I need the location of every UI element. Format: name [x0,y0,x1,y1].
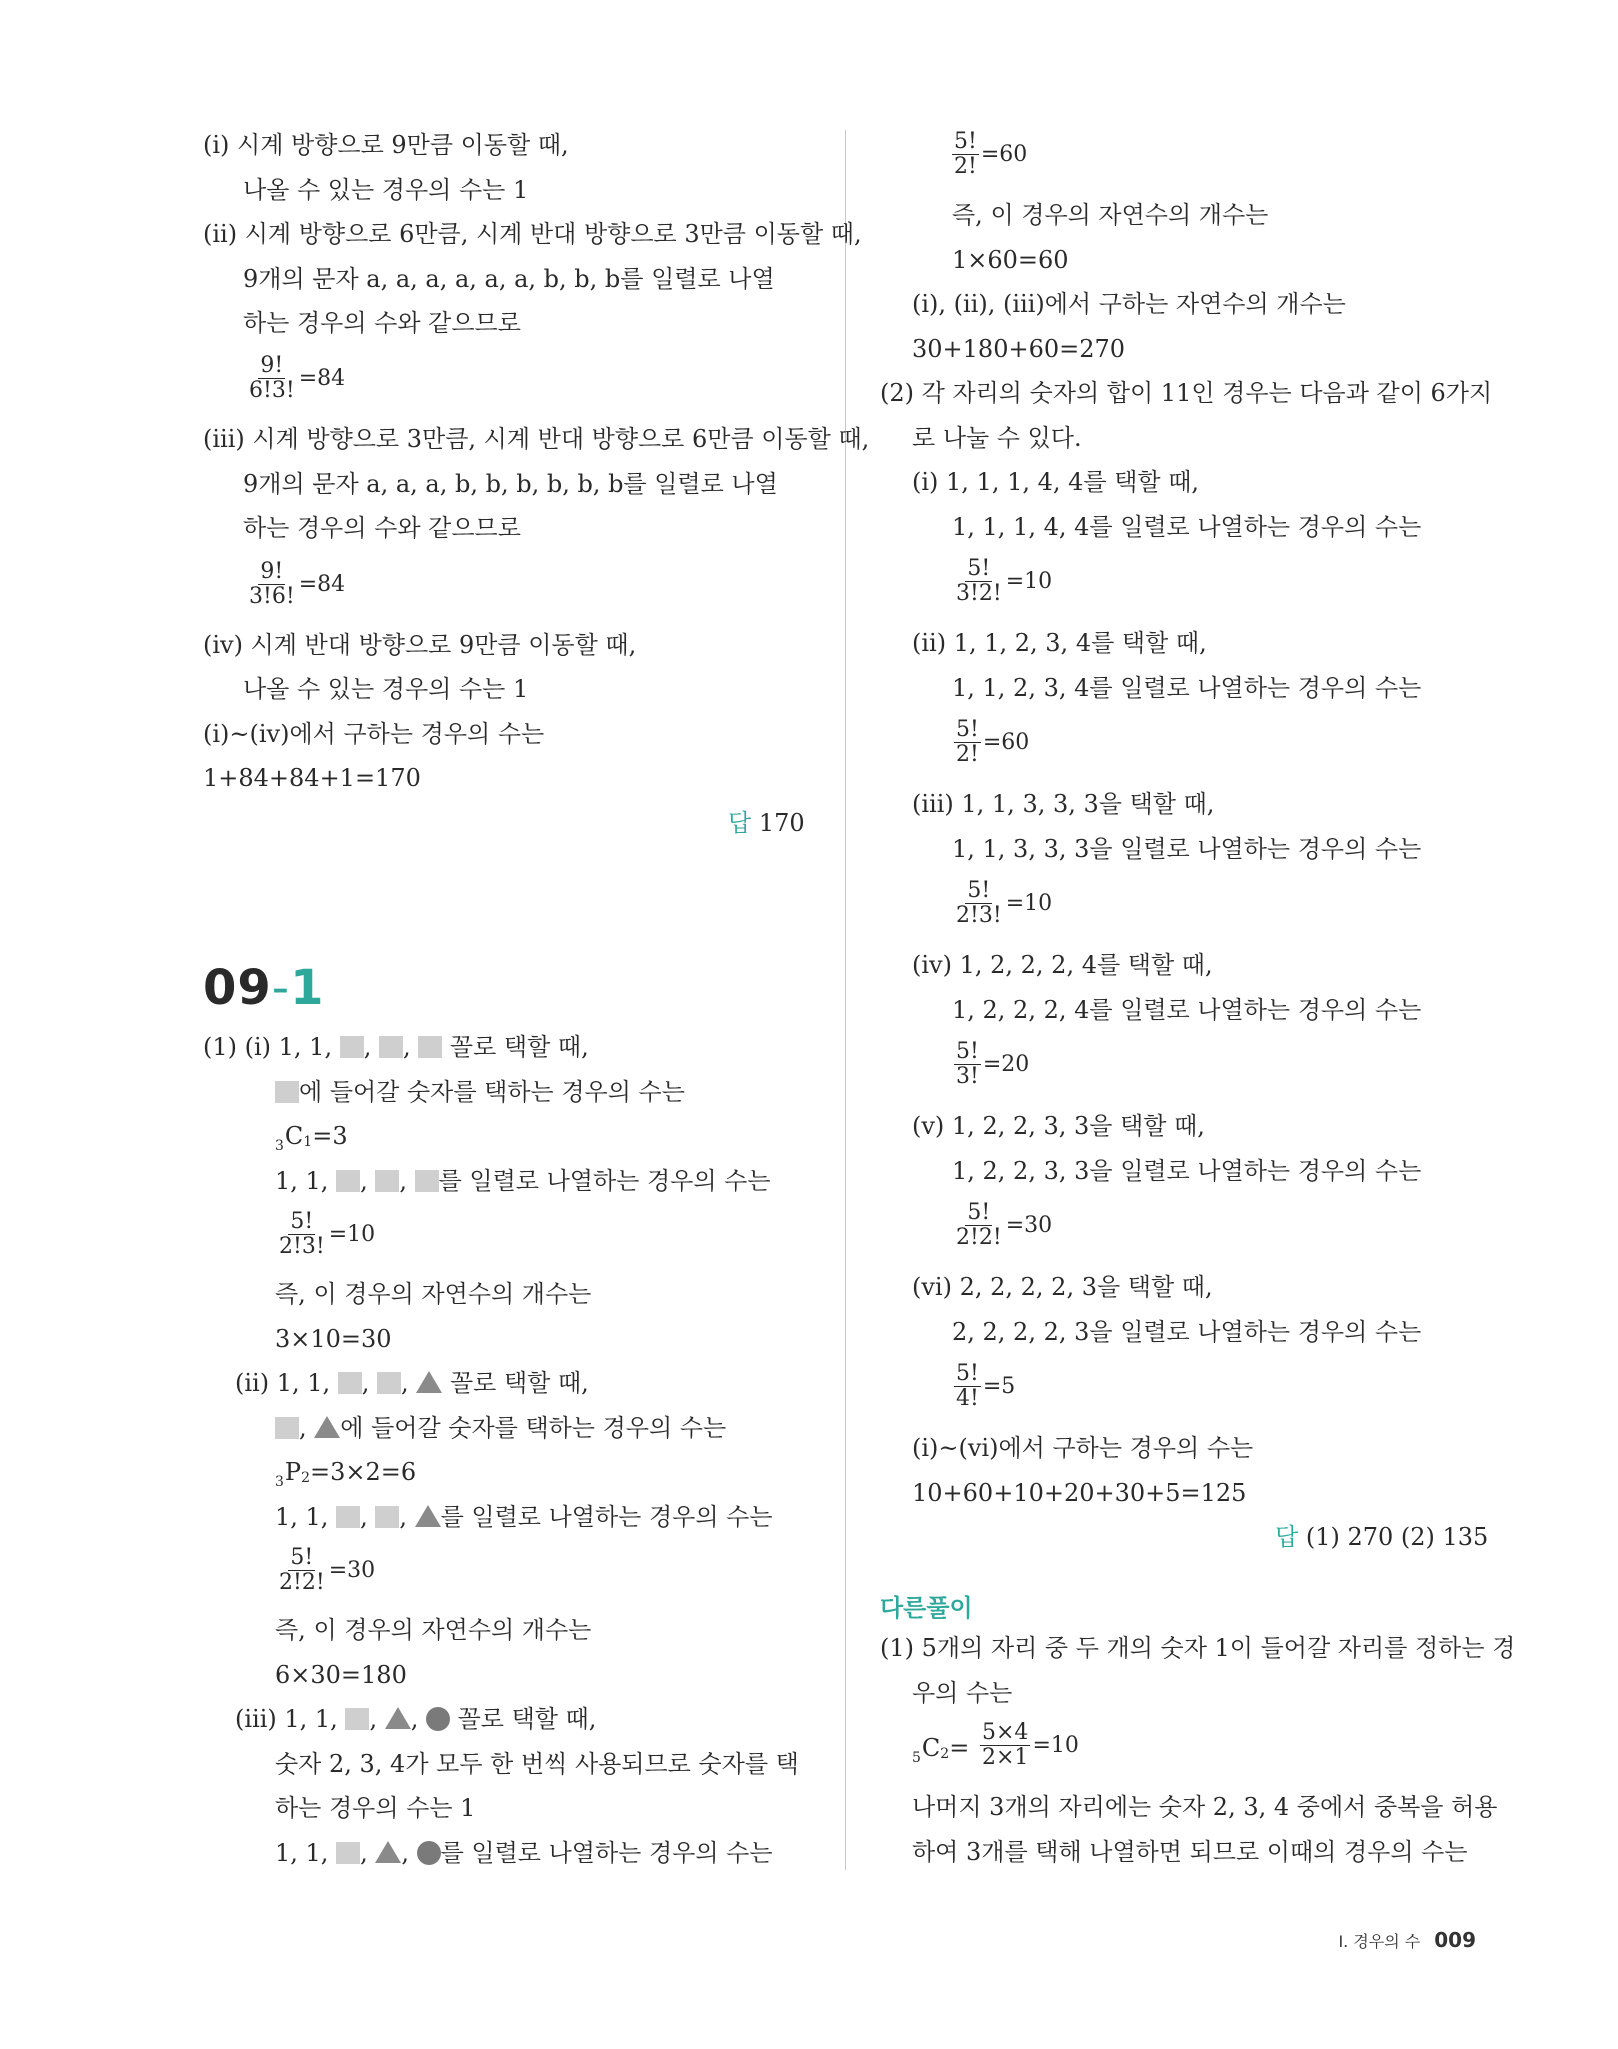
square-shape [336,1842,360,1864]
left-line: 하는 경우의 수와 같으므로 [243,309,521,337]
left-line: (ⅲ) 시계 방향으로 3만큼, 시계 반대 방향으로 6만큼 이동할 때, [203,425,870,453]
answer [728,808,805,838]
left-line: 1, 1, , , 를 일렬로 나열하는 경우의 수는 [275,1503,773,1531]
triangle-shape [314,1416,340,1438]
right-line: 1, 1, 1, 4, 4를 일렬로 나열하는 경우의 수는 [952,513,1422,541]
square-shape [336,1506,360,1528]
square-shape [415,1170,439,1192]
left-line: 하는 경우의 수와 같으므로 [243,514,521,542]
square-shape [336,1170,360,1192]
fraction: $\frac{5!}{2!2!}$ =30 [956,1200,1053,1250]
answer-value: (1) 270 (2) 135 [1305,1523,1489,1551]
right-line: (1) 5개의 자리 중 두 개의 숫자 1이 들어갈 자리를 정하는 경 [880,1634,1516,1662]
left-line: 1, 1, , , 를 일렬로 나열하는 경우의 수는 [275,1839,773,1867]
square-shape [377,1372,401,1394]
combination-expr: $_3C_1=3$ [275,1122,348,1154]
fraction: $\frac{9!}{3!6!}$ =84 [249,559,346,609]
right-line: 즉, 이 경우의 자연수의 개수는 [952,201,1269,229]
right-line: (ⅳ) 1, 2, 2, 2, 4를 택할 때, [912,951,1213,979]
left-line: 1, 1, , , 를 일렬로 나열하는 경우의 수는 [275,1167,771,1195]
right-line: (ⅰ) 1, 1, 1, 4, 4를 택할 때, [912,468,1200,496]
page-footer [1338,1928,1476,1952]
answer-value: 170 [758,809,805,837]
answer-label: 답 [728,809,752,837]
triangle-shape [385,1707,411,1729]
left-line: 9개의 문자 a, a, a, b, b, b, b, b, b를 일렬로 나열 [243,470,778,498]
fraction: $\frac{5!}{3!2!}$ =10 [956,556,1053,606]
problem-heading: 09-1 [203,960,325,1016]
left-line: 에 들어갈 숫자를 택하는 경우의 수는 [275,1077,685,1107]
left-line: 6×30=180 [275,1661,407,1689]
left-line: 3×10=30 [275,1325,392,1353]
right-line: (ⅲ) 1, 1, 3, 3, 3을 택할 때, [912,790,1215,818]
left-line: 1+84+84+1=170 [203,764,421,792]
alt-solution-title: 다른풀이 [880,1594,973,1622]
square-shape [275,1417,299,1439]
triangle-shape [415,1505,441,1527]
right-line: 로 나눌 수 있다. [912,424,1082,452]
right-line: (2) 각 자리의 숫자의 합이 11인 경우는 다음과 같이 6가지 [880,379,1493,407]
left-line: (ⅰ)~(ⅳ)에서 구하는 경우의 수는 [203,720,545,748]
square-shape [418,1036,442,1058]
left-line: (ⅳ) 시계 반대 방향으로 9만큼 이동할 때, [203,631,637,659]
right-line: 1, 1, 3, 3, 3을 일렬로 나열하는 경우의 수는 [952,835,1422,863]
right-line: 1×60=60 [952,246,1069,274]
left-line: 나올 수 있는 경우의 수는 1 [243,675,529,703]
left-line: 나올 수 있는 경우의 수는 1 [243,176,529,204]
fraction: $\frac{9!}{6!3!}$ =84 [249,353,346,403]
left-line: 9개의 문자 a, a, a, a, a, a, b, b, b를 일렬로 나열 [243,265,775,293]
right-line: 1, 2, 2, 3, 3을 일렬로 나열하는 경우의 수는 [952,1157,1422,1185]
fraction: $\frac{5!}{2!2!}$ =30 [279,1545,376,1595]
right-line: 1, 2, 2, 2, 4를 일렬로 나열하는 경우의 수는 [952,996,1422,1024]
square-shape [340,1036,364,1058]
left-line: (ⅲ) 1, 1, , , 꼴로 택할 때, [235,1705,597,1733]
right-line: (ⅰ), (ⅱ), (ⅲ)에서 구하는 자연수의 개수는 [912,290,1346,318]
left-line: (ⅰ) 시계 방향으로 9만큼 이동할 때, [203,131,569,159]
left-line: 숫자 2, 3, 4가 모두 한 번씩 사용되므로 숫자를 택 [275,1750,799,1778]
right-line: 2, 2, 2, 2, 3을 일렬로 나열하는 경우의 수는 [952,1318,1422,1346]
left-line: 즉, 이 경우의 자연수의 개수는 [275,1280,592,1308]
left-line: , 에 들어갈 숫자를 택하는 경우의 수는 [275,1413,726,1443]
right-line: 1, 1, 2, 3, 4를 일렬로 나열하는 경우의 수는 [952,674,1422,702]
square-shape [379,1036,403,1058]
right-line: (ⅱ) 1, 1, 2, 3, 4를 택할 때, [912,629,1207,657]
section-label: Ⅰ. 경우의 수 [1338,1932,1421,1951]
fraction: $\frac{5!}{2!3!}$ =10 [279,1209,376,1259]
circle-shape [417,1841,441,1865]
left-line: (ⅱ) 1, 1, , , 꼴로 택할 때, [235,1369,589,1397]
fraction: $\frac{5!}{2!}$ =60 [954,129,1028,179]
permutation-expr: $_3P_2=3\times 2=6$ [275,1458,417,1490]
column-divider [845,130,846,1870]
fraction: $\frac{5!}{4!}$ =5 [956,1361,1016,1411]
triangle-shape [375,1841,401,1863]
left-line: (ⅱ) 시계 방향으로 6만큼, 시계 반대 방향으로 3만큼 이동할 때, [203,220,862,248]
right-line: (ⅴ) 1, 2, 2, 3, 3을 택할 때, [912,1112,1205,1140]
triangle-shape [416,1371,442,1393]
left-line: 하는 경우의 수는 1 [275,1794,476,1822]
page-number: 009 [1434,1928,1476,1952]
square-shape [375,1170,399,1192]
right-line: 나머지 3개의 자리에는 숫자 2, 3, 4 중에서 중복을 허용 [912,1793,1498,1821]
circle-shape [426,1707,450,1731]
answer-label: 답 [1275,1523,1299,1551]
fraction: $\frac{5!}{2!3!}$ =10 [956,878,1053,928]
right-line: 10+60+10+20+30+5=125 [912,1479,1247,1507]
right-line: 우의 수는 [912,1679,1013,1707]
right-line: (ⅰ)~(ⅵ)에서 구하는 경우의 수는 [912,1434,1254,1462]
right-line: 하여 3개를 택해 나열하면 되므로 이때의 경우의 수는 [912,1838,1468,1866]
right-line: (ⅵ) 2, 2, 2, 2, 3을 택할 때, [912,1273,1213,1301]
fraction: $\frac{5!}{2!}$ =60 [956,717,1030,767]
square-shape [375,1506,399,1528]
fraction: $\frac{5\times 4}{2\times 1}$ =10 [982,1720,1079,1770]
left-line: 즉, 이 경우의 자연수의 개수는 [275,1616,592,1644]
left-line: (1) (ⅰ) 1, 1, , , 꼴로 택할 때, [203,1033,589,1061]
square-shape [345,1708,369,1730]
square-shape [338,1372,362,1394]
answer [1275,1522,1488,1552]
combination-expr: $_5C_2=$ [912,1734,970,1766]
right-line: 30+180+60=270 [912,335,1126,363]
fraction: $\frac{5!}{3!}$ =20 [956,1039,1030,1089]
square-shape [275,1081,299,1103]
